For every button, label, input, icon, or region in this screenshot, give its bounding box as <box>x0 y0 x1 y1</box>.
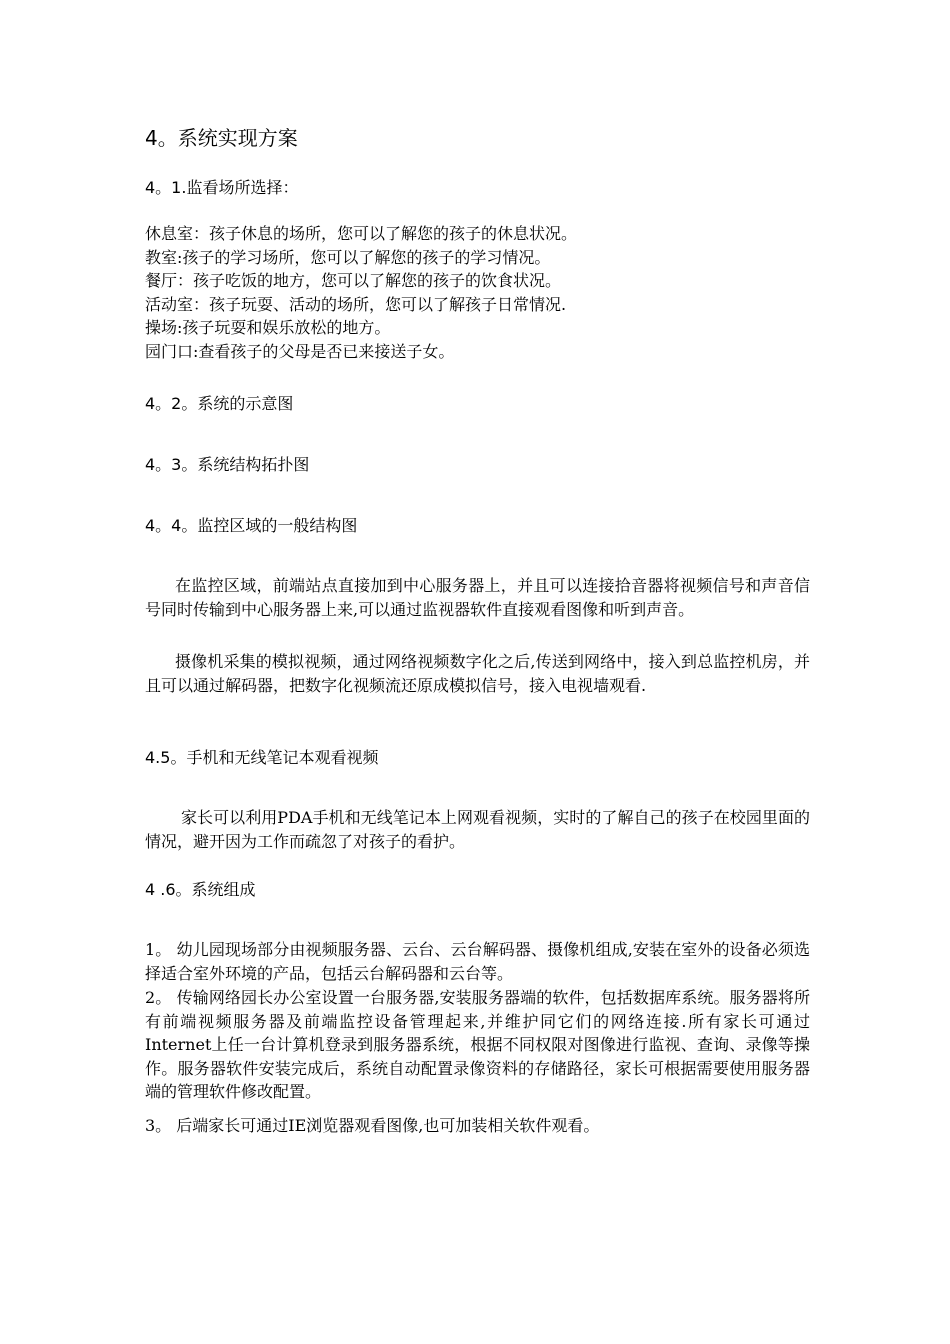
venue-item-dining-hall: 餐厅：孩子吃饭的地方，您可以了解您的孩子的饮食状况。 <box>145 271 562 290</box>
monitoring-paragraph-2: 摄像机采集的模拟视频，通过网络视频数字化之后,传送到网络中，接入到总监控机房，并且可以通过解码器，把数字化视频流还原成模拟信号，接入电视墙观看. <box>145 652 810 695</box>
composition-item-1: 1。 幼儿园现场部分由视频服务器、云台、云台解码器、摄像机组成,安装在室外的设备必须选择适合室外环境的产品，包括云台解码器和云台等。 <box>145 940 810 983</box>
heading-4-2: 4。2。系统的示意图 <box>145 394 294 413</box>
monitoring-paragraph-1: 在监控区域，前端站点直接加到中心服务器上，并且可以连接拾音器将视频信号和声音信号同时传输到中心服务器上来,可以通过监视器软件直接观看图像和听到声音。 <box>145 576 810 619</box>
section-title: 4。系统实现方案 <box>145 126 298 150</box>
venue-item-activity-room: 活动室：孩子玩耍、活动的场所，您可以了解孩子日常情况. <box>145 294 567 314</box>
composition-item-2: 2。 传输网络园长办公室设置一台服务器,安装服务器端的软件，包括数据库系统。服务器将所有前端视频服务器及前端监控设备管理起来,并维护同它们的网络连接.所有家长可通过Internet上任一台计算机登录到服务器系统，根据不同权限对图像进行监视、查询、录像等操作。服务器软件安装完成后，系统自动配置录像资料的存储路径，家长可根据需要使用服务器端的管理软件修改配置。 <box>145 988 810 1101</box>
composition-item-3: 3。 后端家长可通过IE浏览器观看图像,也可加装相关软件观看。 <box>145 1116 600 1135</box>
venue-item-playground: 操场:孩子玩耍和娱乐放松的地方。 <box>145 318 391 337</box>
venue-list <box>145 222 810 363</box>
heading-4-5: 4.5。手机和无线笔记本观看视频 <box>145 748 379 767</box>
heading-4-6: 4 .6。系统组成 <box>145 880 256 899</box>
venue-item-rest-room: 休息室：孩子休息的场所，您可以了解您的孩子的休息状况。 <box>145 224 578 243</box>
mobile-viewing-paragraph: 家长可以利用PDA手机和无线笔记本上网观看视频，实时的了解自己的孩子在校园里面的情况，避开因为工作而疏忽了对孩子的看护。 <box>145 808 810 851</box>
heading-4-4: 4。4。监控区域的一般结构图 <box>145 516 358 535</box>
heading-4-3: 4。3。系统结构拓扑图 <box>145 455 310 474</box>
heading-4-1: 4。1.监看场所选择： <box>145 178 299 197</box>
venue-item-gate: 园门口:查看孩子的父母是否已来接送子女。 <box>145 341 455 361</box>
venue-item-classroom: 教室:孩子的学习场所，您可以了解您的孩子的学习情况。 <box>145 247 551 267</box>
